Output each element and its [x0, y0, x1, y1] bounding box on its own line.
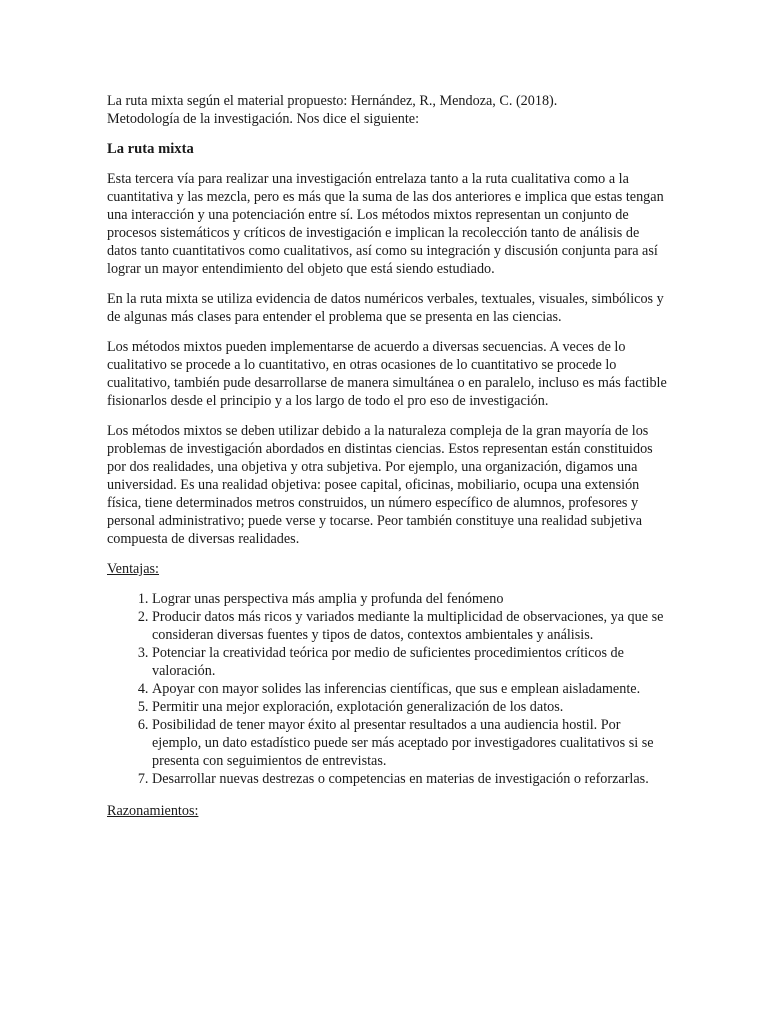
section-heading: La ruta mixta [107, 141, 194, 157]
ventajas-list [107, 590, 672, 788]
list-item: 2. Producir datos más ricos y variados mediante la multiplicidad de observaciones, ya que se consideran diversas fuentes y tipos de datos, contextos ambientales y análisis. [152, 608, 672, 644]
intro-paragraph [107, 92, 672, 128]
body-paragraph: Los métodos mixtos pueden implementarse de acuerdo a diversas secuencias. A veces de lo cualitativo se procede a lo cuantitativo, en otras ocasiones de lo cuantitativo se procede lo cualitativo, también pude desarrollarse de manera simultánea o en paralelo, incluso es más factible fisionarlos desde el principio y a los largo de todo el pro eso de investigación. [107, 339, 667, 409]
intro-line: La ruta mixta según el material propuesto: Hernández, R., Mendoza, C. (2018). [107, 93, 558, 109]
list-item: 3. Potenciar la creatividad teórica por medio de suficientes procedimientos críticos de valoración. [152, 644, 672, 680]
intro-line: Metodología de la investigación. Nos dice el siguiente: [107, 111, 420, 127]
document-page [107, 92, 672, 832]
list-item: 5. Permitir una mejor exploración, explotación generalización de los datos. [152, 698, 672, 716]
list-item: 6. Posibilidad de tener mayor éxito al presentar resultados a una audiencia hostil. Por ejemplo, un dato estadístico puede ser más aceptado por investigadores cualitativos si se presenta con seguimientos de entrevistas. [152, 716, 672, 770]
body-paragraph: Los métodos mixtos se deben utilizar debido a la naturaleza compleja de la gran mayoría de los problemas de investigación abordados en distintas ciencias. Estos representan están constituidos por dos realidades, una objetiva y otra subjetiva. Por ejemplo, una organización, digamos una universidad. Es una realidad objetiva: posee capital, oficinas, mobiliario, ocupa una extensión física, tiene determinados metros construidos, un número específico de alumnos, profesores y personal administrativo; puede verse y tocarse. Peor también constituye una realidad subjetiva compuesta de diversas realidades. [107, 423, 653, 547]
list-item: 4. Apoyar con mayor solides las inferencias científicas, que sus e emplean aisladamente. [152, 680, 672, 698]
razonamientos-title: Razonamientos: [107, 803, 199, 819]
list-item: 7. Desarrollar nuevas destrezas o competencias en materias de investigación o reforzarlas. [152, 770, 672, 788]
ventajas-title: Ventajas: [107, 561, 160, 577]
list-item: 1. Lograr unas perspectiva más amplia y profunda del fenómeno [152, 590, 672, 608]
body-paragraph: Esta tercera vía para realizar una investigación entrelaza tanto a la ruta cualitativa como a la cuantitativa y las mezcla, pero es más que la suma de las dos anteriores e implica que estas tengan una interacción y una potenciación entre sí. Los métodos mixtos representan un conjunto de procesos sistemáticos y críticos de investigación e implican la recolección tanto de análisis de datos tanto cuantitativos como cualitativos, así como su integración y discusión conjunta para así lograr un mayor entendimiento del objeto que está siendo estudiado. [107, 171, 664, 277]
body-paragraph: En la ruta mixta se utiliza evidencia de datos numéricos verbales, textuales, visuales, simbólicos y de algunas más clases para entender el problema que se presenta en las ciencias. [107, 291, 664, 325]
